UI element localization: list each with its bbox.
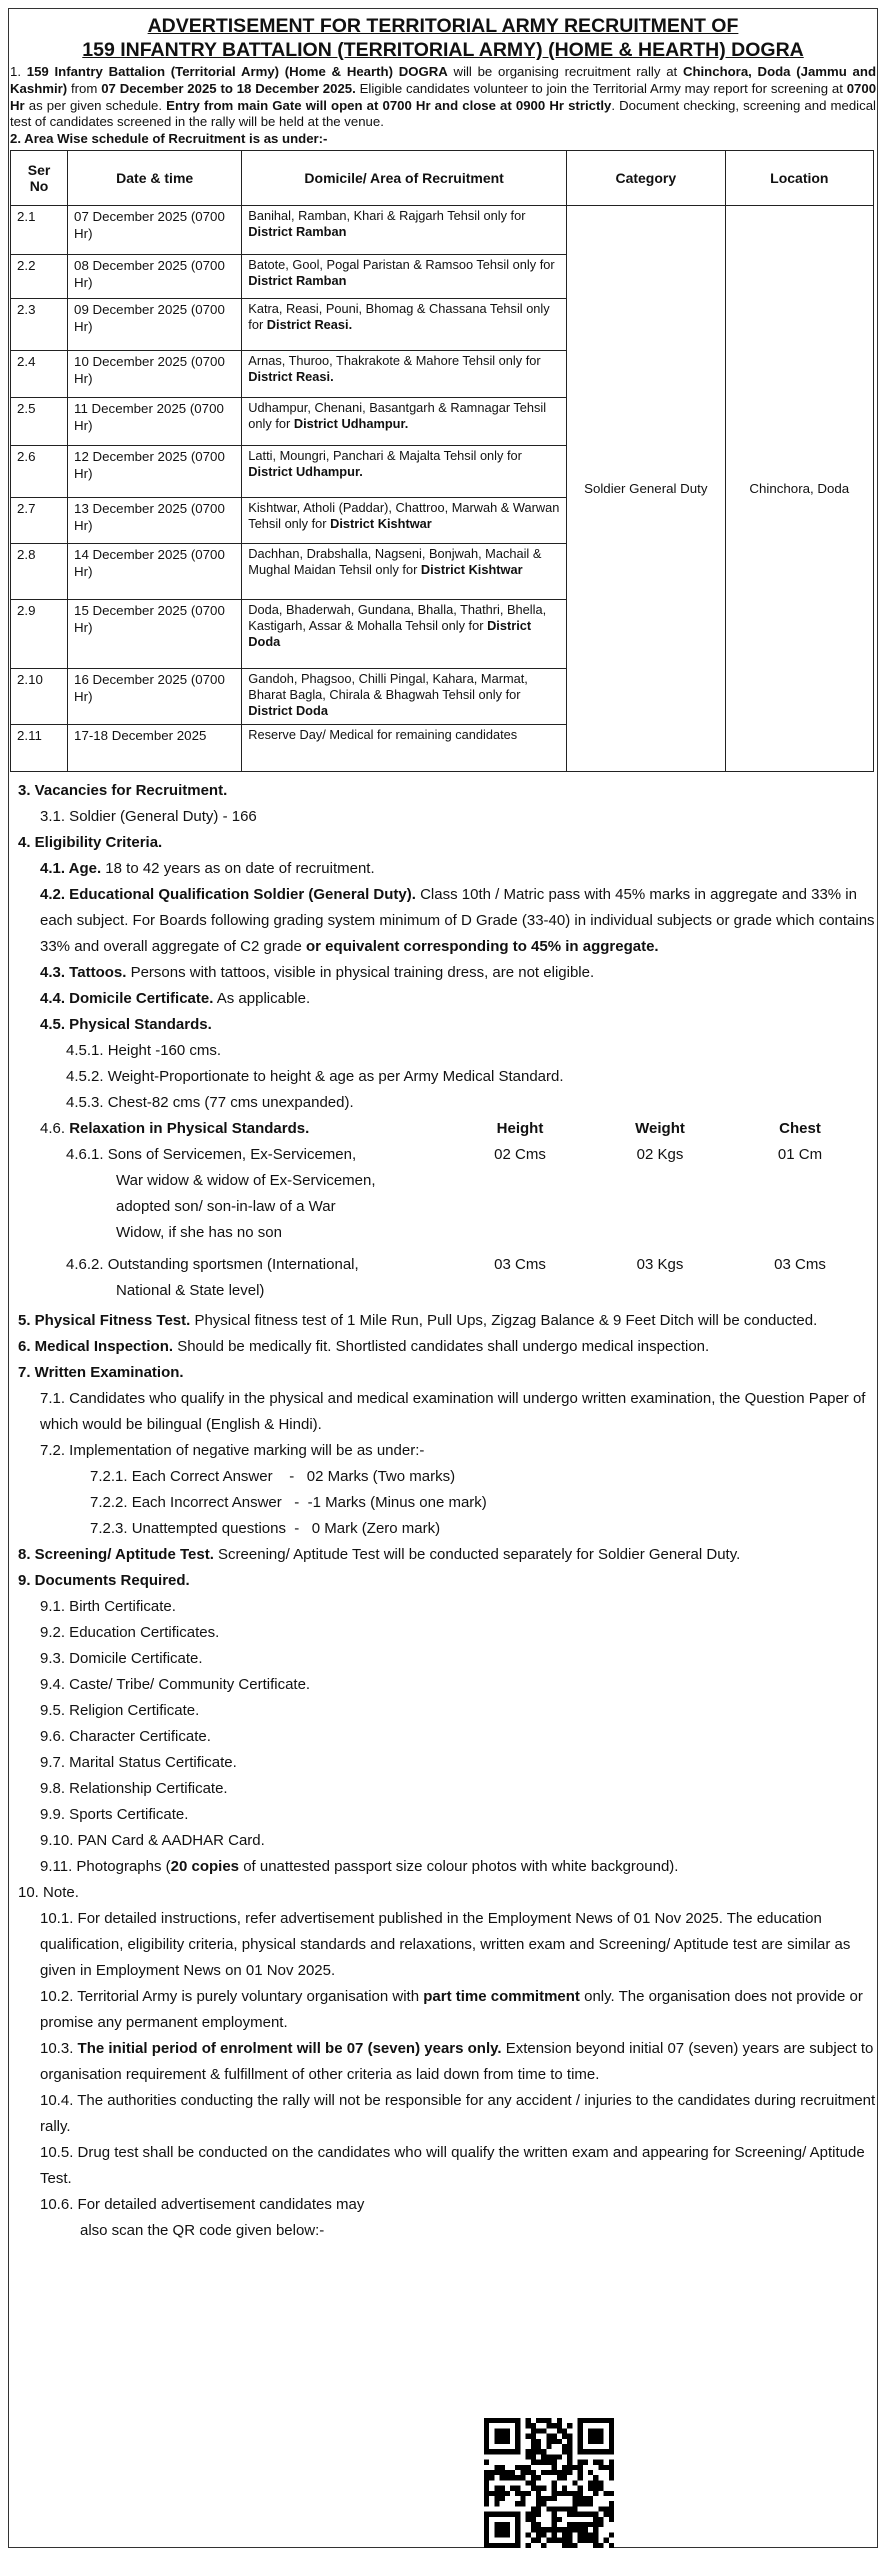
n3-a: 10.3. [40, 2039, 78, 2057]
n2-c: only. The organisation does not provide or promise any permanent employment. [40, 1987, 863, 2031]
doc-item-photographs [10, 1854, 876, 1880]
chest-standard: 4.5.3. Chest-82 cms (77 cms unexpanded). [66, 1093, 354, 1111]
intro-text-3: Eligible candidates volunteer to join the Territorial Army may report for screening at [355, 80, 847, 96]
marking-incorrect: 7.2.2. Each Incorrect Answer - -1 Marks (Minus one mark) [90, 1493, 487, 1511]
s7-heading: 7. Written Examination. [18, 1363, 184, 1381]
title-line-1: ADVERTISEMENT FOR TERRITORIAL ARMY RECRUITMENT OF [147, 15, 739, 37]
doc-item: 9.8. Relationship Certificate. [40, 1779, 228, 1797]
col-domicile: Domicile/ Area of Recruitment [242, 150, 567, 205]
section-10 [10, 1880, 876, 2244]
cell-domicile [242, 445, 567, 497]
cell-date: 13 December 2025 (0700 Hr) [68, 497, 242, 543]
cell-date: 17-18 December 2025 [68, 724, 242, 771]
s6-text: Should be medically fit. Shortlisted candidates shall undergo medical inspection. [173, 1337, 710, 1355]
cell-date: 08 December 2025 (0700 Hr) [68, 254, 242, 298]
domicile-label: 4.4. Domicile Certificate. [40, 989, 214, 1007]
domicile-district: District Reasi. [266, 316, 353, 332]
cell-ser: 2.4 [11, 350, 68, 397]
section-7 [10, 1360, 876, 1542]
relax-2-height: 03 Cms [494, 1255, 546, 1273]
relax-2-weight: 03 Kgs [636, 1255, 684, 1273]
schedule-table [10, 150, 874, 772]
s7-item-1: 7.1. Candidates who qualify in the physical and medical examination will undergo written examination, the Question Paper of which would be bilingual (English & Hindi). [40, 1389, 866, 1433]
section-9 [10, 1568, 876, 1880]
section-5 [10, 1308, 876, 1334]
title-line-2: 159 INFANTRY BATTALION (TERRITORIAL ARMY) (HOME & HEARTH) DOGRA [82, 39, 804, 61]
cell-date: 09 December 2025 (0700 Hr) [68, 298, 242, 350]
age-text: 18 to 42 years as on date of recruitment. [101, 859, 375, 877]
domicile-text: Doda, Bhaderwah, Gundana, Bhalla, Thathri, Bhella, Kastigarh, Assar & Mohalla Tehsil only for [248, 601, 547, 633]
section-6 [10, 1334, 876, 1360]
section-8 [10, 1542, 876, 1568]
ad-title [10, 14, 876, 62]
cell-ser: 2.9 [11, 599, 68, 668]
cell-date: 11 December 2025 (0700 Hr) [68, 397, 242, 445]
domicile-text: Banihal, Ramban, Khari & Rajgarh Tehsil only for [248, 207, 526, 223]
rally-dates: 07 December 2025 to 18 December 2025. [101, 80, 356, 96]
col-category: Category [566, 150, 725, 205]
s7-item-2: 7.2. Implementation of negative marking will be as under:- [40, 1441, 425, 1459]
col-location: Location [725, 150, 873, 205]
note-10-6 [10, 2192, 876, 2244]
n6-line-1: 10.6. For detailed advertisement candidates may [40, 2195, 365, 2213]
height-standard: 4.5.1. Height -160 cms. [66, 1041, 222, 1059]
cell-domicile [242, 205, 567, 254]
n2-a: 10.2. Territorial Army is purely voluntary organisation with [40, 1987, 424, 2005]
intro-text-2: from [67, 80, 102, 96]
edu-text: Class 10th / Matric pass with 45% marks in aggregate and 33% in each subject. For Boards following grading system minimum of D Grade (33-40) in individual subjects or grade which contains 33% and overall aggregate of C2 grade [40, 885, 875, 955]
n6-line-2: also scan the QR code given below:- [80, 2221, 325, 2239]
tattoo-text: Persons with tattoos, visible in physical training dress, are not eligible. [126, 963, 595, 981]
doc-item: 9.2. Education Certificates. [40, 1623, 220, 1641]
cell-domicile [242, 254, 567, 298]
marking-correct: 7.2.1. Each Correct Answer - 02 Marks (Two marks) [90, 1467, 456, 1485]
qr-code[interactable] [483, 2418, 615, 2548]
cell-ser: 2.10 [11, 668, 68, 724]
cell-domicile [242, 543, 567, 599]
doc-item: 9.10. PAN Card & AADHAR Card. [40, 1831, 265, 1849]
relax-2-chest: 03 Cms [774, 1255, 826, 1273]
age-label: 4.1. Age. [40, 859, 102, 877]
schedule-heading: 2. Area Wise schedule of Recruitment is as under:- [10, 131, 328, 147]
relaxation-header-row [10, 1116, 876, 1142]
relax-1-label: 4.6.1. Sons of Servicemen, Ex-Servicemen, [66, 1145, 357, 1163]
s9-heading: 9. Documents Required. [18, 1571, 190, 1589]
s5-label: 5. Physical Fitness Test. [18, 1311, 191, 1329]
table-row [11, 205, 874, 254]
cell-ser: 2.11 [11, 724, 68, 771]
cell-domicile [242, 397, 567, 445]
marking-unattempted: 7.2.3. Unattempted questions - 0 Mark (Zero mark) [90, 1519, 441, 1537]
s10-heading: 10. Note. [18, 1883, 79, 1901]
n2-b: part time commitment [423, 1987, 580, 2005]
edu-label: 4.2. Educational Qualification Soldier (General Duty). [40, 885, 416, 903]
doc-item: 9.1. Birth Certificate. [40, 1597, 176, 1615]
photos-text-a: 9.11. Photographs ( [40, 1857, 171, 1875]
domicile-text: Dachhan, Drabshalla, Nagseni, Bonjwah, Machail & Mughal Maidan Tehsil only for [248, 545, 542, 577]
photos-text-c: of unattested passport size colour photos with white background). [239, 1857, 679, 1875]
domicile-district: District Kishtwar [330, 515, 432, 531]
s8-text: Screening/ Aptitude Test will be conducted separately for Soldier General Duty. [213, 1545, 741, 1563]
para-number: 1. [10, 64, 21, 79]
domicile-district: District Kishtwar [420, 561, 523, 577]
gate-timing: Entry from main Gate will open at 0700 Hr and close at 0900 Hr strictly [166, 97, 612, 113]
intro-text-5: . Document checking, screening and medical test of candidates screened in the rally will be held at the venue. [10, 97, 876, 130]
documents-list [10, 1594, 876, 1854]
relaxation-row-1 [10, 1142, 876, 1246]
s5-text: Physical fitness test of 1 Mile Run, Pull Ups, Zigzag Balance & 9 Feet Ditch will be conducted. [190, 1311, 818, 1329]
cell-domicile [242, 599, 567, 668]
doc-item: 9.5. Religion Certificate. [40, 1701, 200, 1719]
table-header-row [11, 150, 874, 205]
cell-domicile [242, 724, 567, 771]
cell-date: 15 December 2025 (0700 Hr) [68, 599, 242, 668]
col-ser-no: Ser No [11, 150, 68, 205]
domicile-text: Batote, Gool, Pogal Paristan & Ramsoo Tehsil only for [248, 256, 555, 272]
cell-domicile [242, 497, 567, 543]
intro-text-4: as per given schedule. [24, 97, 167, 113]
report-time: 0700 Hr [10, 80, 877, 113]
cell-date: 14 December 2025 (0700 Hr) [68, 543, 242, 599]
n3-c: Extension beyond initial 07 (seven) years are subject to organisation requirement & fulfillment of other criteria as laid down from time to time. [40, 2039, 874, 2083]
tattoo-label: 4.3. Tattoos. [40, 963, 127, 981]
domicile-district: District Ramban [248, 223, 347, 239]
section-4 [10, 830, 876, 1304]
doc-item: 9.9. Sports Certificate. [40, 1805, 189, 1823]
s8-label: 8. Screening/ Aptitude Test. [18, 1545, 214, 1563]
intro-text-1: will be organising recruitment rally at [447, 64, 683, 79]
cell-domicile [242, 668, 567, 724]
relax-1-line-2: War widow & widow of Ex-Servicemen, [116, 1171, 376, 1189]
weight-standard: 4.5.2. Weight-Proportionate to height & age as per Army Medical Standard. [66, 1067, 564, 1085]
relax-2-label: 4.6.2. Outstanding sportsmen (International, [66, 1255, 359, 1273]
photos-copies: 20 copies [170, 1857, 240, 1875]
domicile-district: District Udhampur. [248, 463, 363, 479]
doc-item: 9.7. Marital Status Certificate. [40, 1753, 237, 1771]
s3-item-1: 3.1. Soldier (General Duty) - 166 [40, 807, 257, 825]
cell-ser: 2.5 [11, 397, 68, 445]
domicile-district: District Doda [248, 702, 328, 718]
relax-col-height: Height [496, 1119, 544, 1137]
doc-item: 9.6. Character Certificate. [40, 1727, 211, 1745]
domicile-text: Gandoh, Phagsoo, Chilli Pingal, Kahara, Marmat, Bharat Bagla, Chirala & Bhagwah Tehsil only for [248, 670, 528, 702]
domicile-text: Kishtwar, Atholi (Paddar), Chattroo, Marwah & Warwan Tehsil only for [248, 499, 560, 531]
domicile-text: Udhampur, Chenani, Basantgarh & Ramnagar Tehsil only for [248, 399, 547, 431]
domicile-text: Katra, Reasi, Pouni, Bhomag & Chassana Tehsil only for [248, 300, 550, 332]
physical-standards-label: 4.5. Physical Standards. [40, 1015, 212, 1033]
domicile-district: District Udhampur. [293, 415, 409, 431]
col-date-time: Date & time [68, 150, 242, 205]
note-10-1: 10.1. For detailed instructions, refer advertisement published in the Employment News of 01 Nov 2025. The education qualification, eligibility criteria, physical standards and relaxations, written exam and Screening/ Aptitude test are similar as given in Employment News on 01 Nov 2025. [40, 1909, 851, 1979]
cell-date: 10 December 2025 (0700 Hr) [68, 350, 242, 397]
cell-ser: 2.2 [11, 254, 68, 298]
domicile-text: Reserve Day/ Medical for remaining candidates [248, 726, 518, 742]
relax-1-height: 02 Cms [494, 1145, 546, 1163]
domicile-text: Arnas, Thuroo, Thakrakote & Mahore Tehsil only for [248, 352, 541, 368]
domicile-text: Latti, Moungri, Panchari & Majalta Tehsil only for [248, 447, 522, 463]
note-10-5: 10.5. Drug test shall be conducted on the candidates who will qualify the written exam and appearing for Screening/ Aptitude Test. [40, 2143, 865, 2187]
s4-heading: 4. Eligibility Criteria. [18, 833, 163, 851]
venue: Chinchora, Doda (Jammu and Kashmir) [10, 64, 876, 96]
cell-location: Chinchora, Doda [725, 205, 873, 771]
cell-date: 07 December 2025 (0700 Hr) [68, 205, 242, 254]
cell-domicile [242, 298, 567, 350]
cell-date: 16 December 2025 (0700 Hr) [68, 668, 242, 724]
cell-ser: 2.6 [11, 445, 68, 497]
s3-heading: 3. Vacancies for Recruitment. [18, 781, 228, 799]
cell-date: 12 December 2025 (0700 Hr) [68, 445, 242, 497]
relax-col-chest: Chest [779, 1119, 821, 1137]
relax-1-line-4: Widow, if she has no son [116, 1223, 282, 1241]
relax-1-line-3: adopted son/ son-in-law of a War [116, 1197, 336, 1215]
cell-ser: 2.7 [11, 497, 68, 543]
domicile-district: District Doda [248, 617, 532, 649]
relax-2-line-2: National & State level) [116, 1281, 265, 1299]
s6-label: 6. Medical Inspection. [18, 1337, 174, 1355]
note-10-4: 10.4. The authorities conducting the rally will not be responsible for any accident / injuries to the candidates during recruitment rally. [40, 2091, 876, 2135]
relaxation-number: 4.6. [40, 1119, 70, 1137]
doc-item: 9.3. Domicile Certificate. [40, 1649, 203, 1667]
note-10-2 [10, 1984, 876, 2036]
domicile-text: As applicable. [213, 989, 311, 1007]
cell-ser: 2.8 [11, 543, 68, 599]
cell-ser: 2.1 [11, 205, 68, 254]
note-10-3 [10, 2036, 876, 2088]
intro-paragraph [10, 64, 876, 148]
relaxation-row-2 [10, 1252, 876, 1304]
relax-col-weight: Weight [635, 1119, 685, 1137]
section-3 [10, 778, 876, 830]
relax-1-weight: 02 Kgs [636, 1145, 684, 1163]
cell-ser: 2.3 [11, 298, 68, 350]
n3-b: The initial period of enrolment will be 07 (seven) years only. [77, 2039, 502, 2057]
unit-name: 159 Infantry Battalion (Territorial Army) (Home & Hearth) DOGRA [26, 64, 448, 79]
domicile-district: District Reasi. [248, 368, 334, 384]
relaxation-label: Relaxation in Physical Standards. [69, 1119, 310, 1137]
cell-domicile [242, 350, 567, 397]
domicile-district: District Ramban [248, 272, 347, 288]
doc-item: 9.4. Caste/ Tribe/ Community Certificate. [40, 1675, 311, 1693]
relax-1-chest: 01 Cm [777, 1145, 823, 1163]
cell-category: Soldier General Duty [566, 205, 725, 771]
edu-text-bold: or equivalent corresponding to 45% in aggregate. [306, 937, 659, 955]
